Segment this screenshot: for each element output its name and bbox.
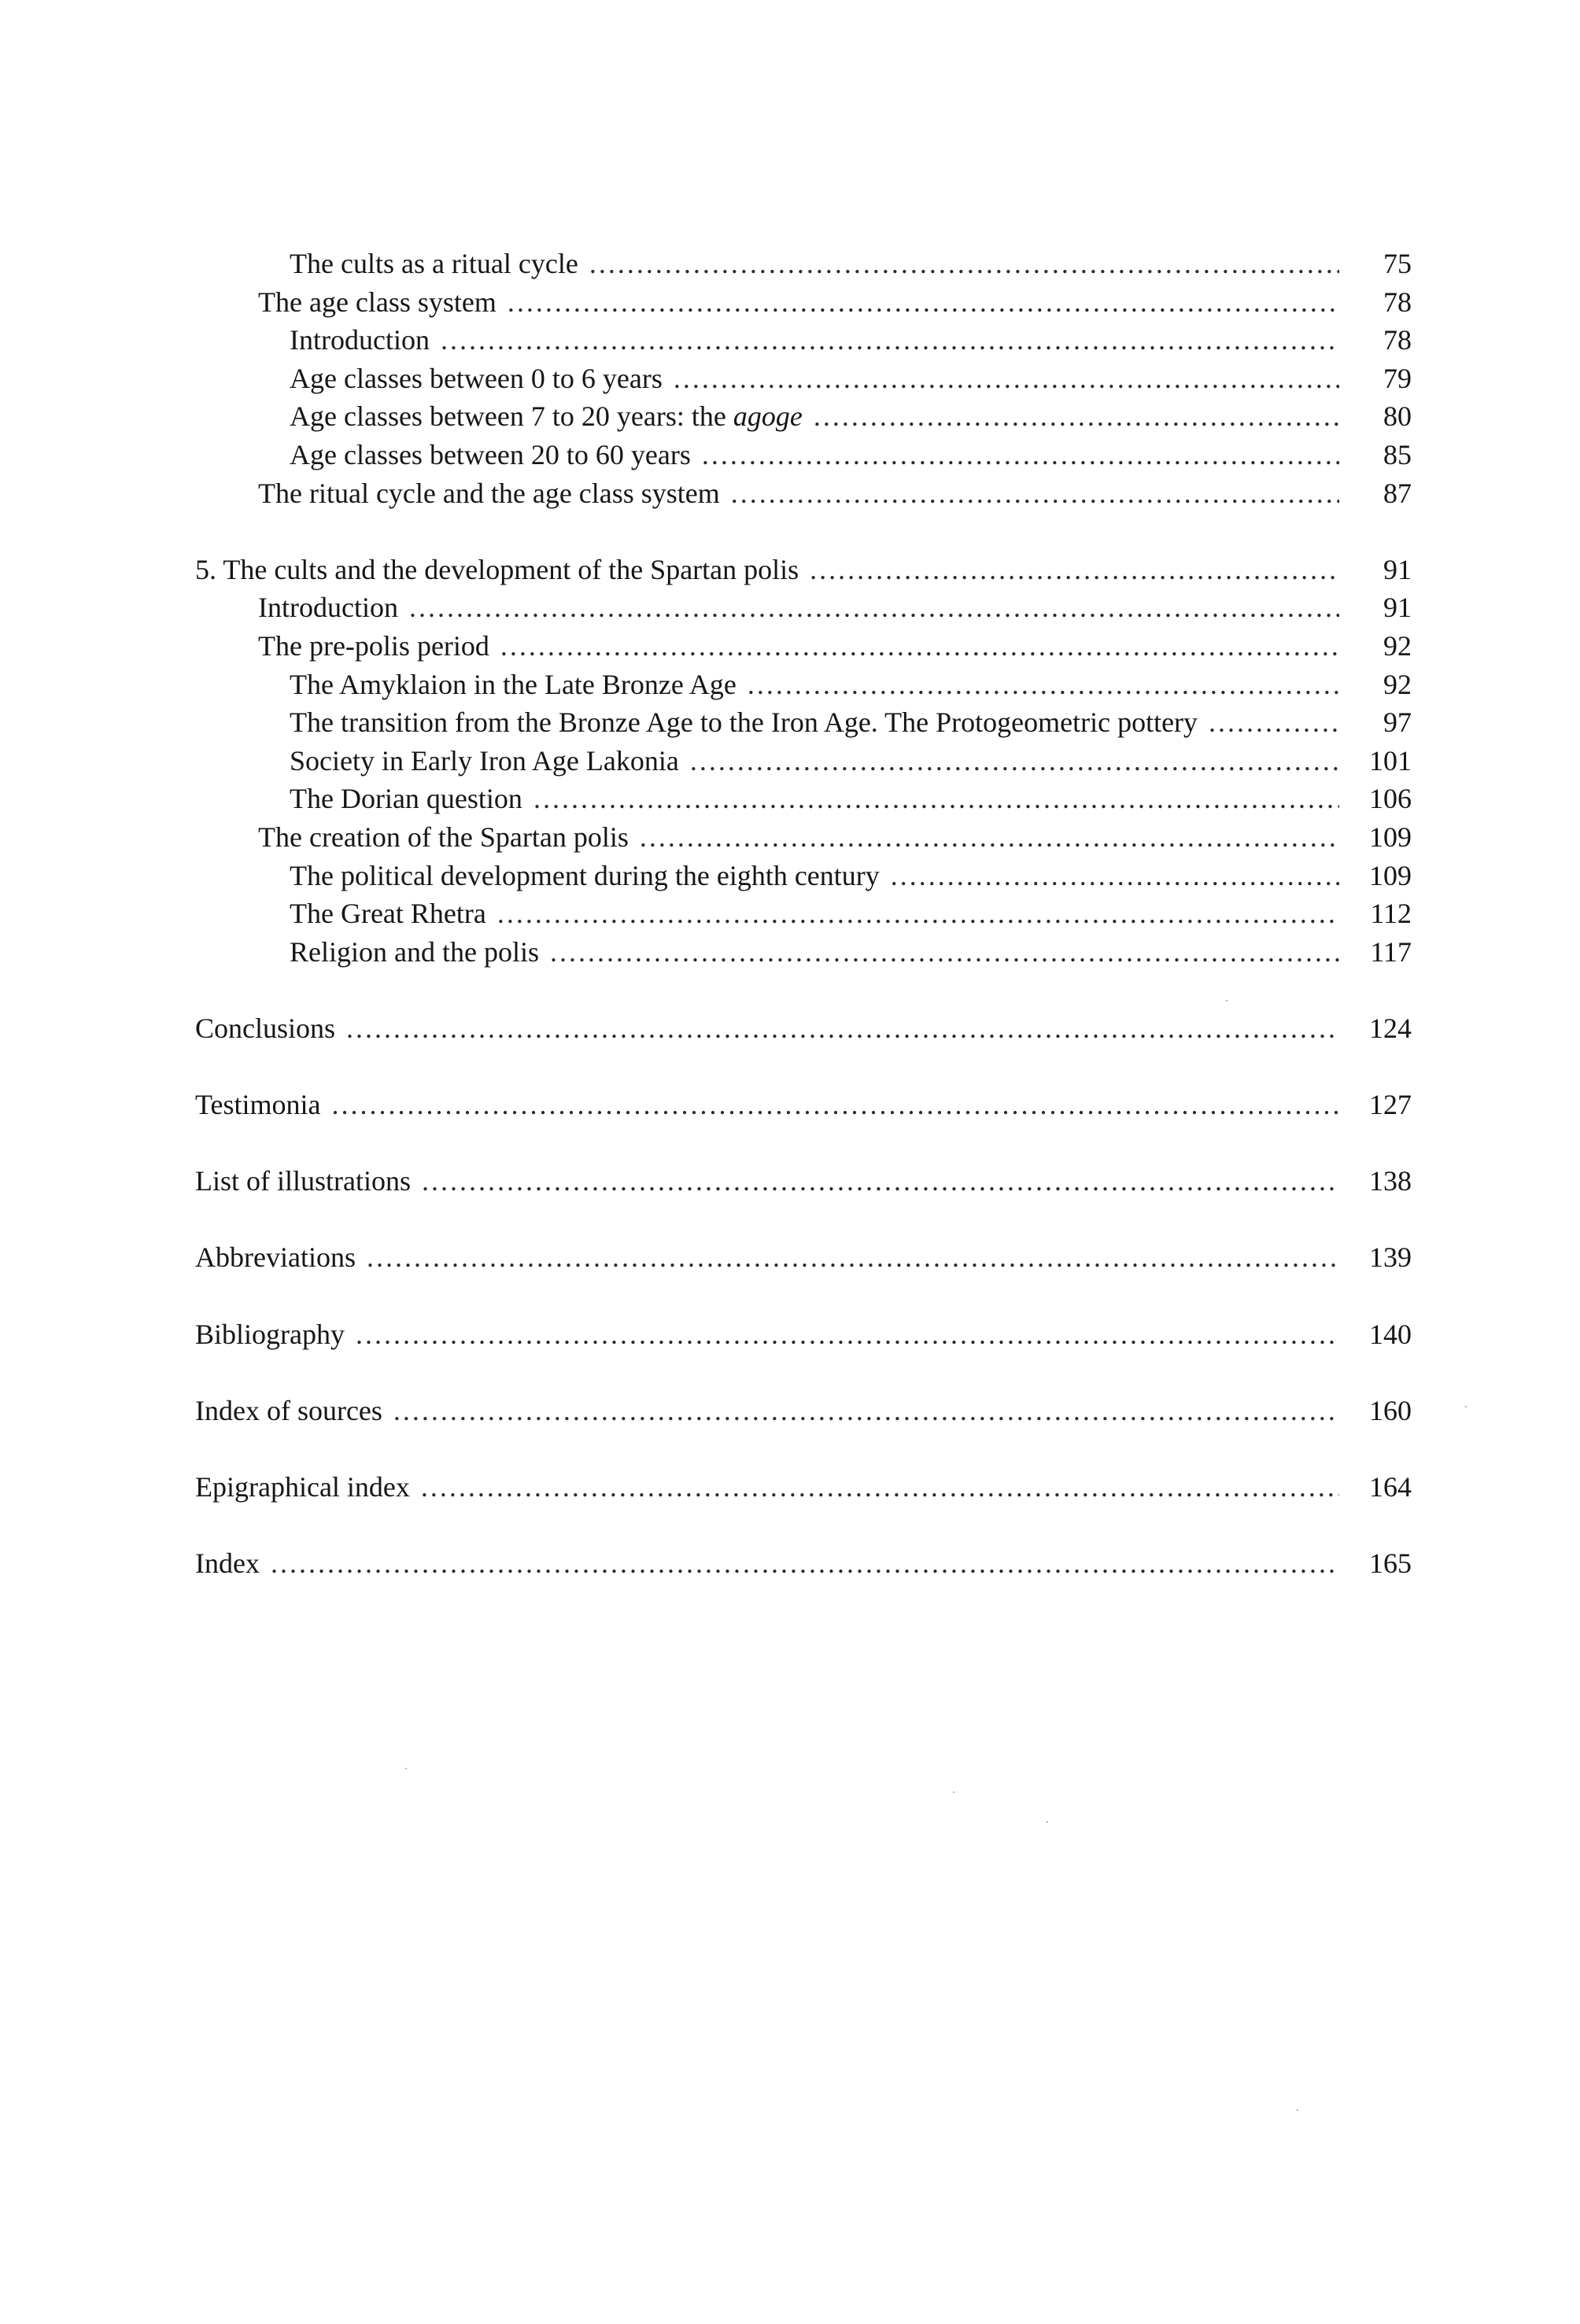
toc-entry[interactable] (195, 397, 1412, 436)
toc-entry-title: Age classes between 0 to 6 years (290, 362, 663, 394)
toc-entry[interactable] (195, 588, 1412, 627)
toc-entry-page: 106 (1369, 783, 1412, 815)
toc-section-entry[interactable] (195, 1238, 1412, 1277)
toc-entry-page: 97 (1383, 706, 1412, 739)
toc-entry-title: Index (195, 1547, 260, 1580)
toc-entry-title-roman: Age classes between 7 to 20 years: the (290, 400, 733, 433)
toc-entry-title: Abbreviations (195, 1241, 356, 1274)
toc-section-entry[interactable] (195, 1544, 1412, 1583)
toc-entry[interactable] (195, 703, 1412, 742)
toc-entry[interactable] (195, 436, 1412, 474)
toc-entry-title: Religion and the polis (290, 935, 539, 968)
toc-entry-title: Introduction (290, 324, 430, 356)
toc-entry-page: 164 (1369, 1471, 1412, 1503)
toc-entry-title: Age classes between 20 to 60 years (290, 438, 691, 470)
toc-entry-title: Index of sources (195, 1394, 382, 1426)
toc-entry[interactable] (195, 818, 1412, 857)
toc-entry-title: The Dorian question (290, 783, 522, 815)
toc-entry-page: 91 (1383, 553, 1412, 585)
toc-section-entry[interactable] (195, 1009, 1412, 1048)
toc-entry-title: The Amyklaion in the Late Bronze Age (290, 668, 736, 700)
dot-leader (731, 474, 1339, 513)
toc-entry-page: 109 (1369, 821, 1412, 853)
toc-entry-page: 92 (1383, 668, 1412, 700)
dot-leader (508, 283, 1339, 322)
toc-entry-title: Testimonia (195, 1089, 321, 1121)
dot-leader (1209, 703, 1339, 742)
toc-entry-page: 117 (1370, 935, 1412, 968)
toc-entry[interactable] (195, 666, 1412, 704)
toc-entry-page: 75 (1383, 248, 1412, 279)
toc-entry-title: Society in Early Iron Age Lakonia (290, 744, 679, 777)
toc-entry-page: 112 (1370, 898, 1412, 930)
dot-leader (690, 742, 1339, 780)
dot-leader (810, 551, 1339, 589)
toc-entry-page: 78 (1383, 286, 1412, 318)
dot-leader (550, 933, 1339, 972)
toc-entry-title: Bibliography (195, 1318, 345, 1350)
toc-entry-title: List of illustrations (195, 1165, 411, 1197)
toc-entry-page: 140 (1369, 1318, 1412, 1350)
toc-entry-title: The ritual cycle and the age class system (258, 477, 720, 509)
toc-entry-title-italic: agoge (733, 400, 803, 433)
toc-entry-page: 79 (1383, 362, 1412, 394)
toc-entry[interactable] (195, 321, 1412, 360)
toc-entry[interactable] (195, 933, 1412, 972)
dot-leader (891, 857, 1339, 895)
dot-leader (702, 436, 1339, 474)
toc-entry[interactable] (195, 895, 1412, 933)
toc-entry-title: The age class system (258, 286, 497, 318)
table-of-contents (195, 245, 1412, 1583)
toc-entry-page: 92 (1383, 629, 1412, 662)
toc-entry-page: 160 (1369, 1394, 1412, 1426)
toc-entry-title: 5. The cults and the development of the Spartan polis (195, 553, 799, 585)
dot-leader (441, 321, 1339, 360)
dot-leader (814, 397, 1339, 436)
toc-entry-page: 124 (1369, 1012, 1412, 1044)
toc-entry-page: 165 (1369, 1547, 1412, 1580)
dot-leader (589, 245, 1339, 283)
toc-section-entry[interactable] (195, 1086, 1412, 1124)
dot-leader (421, 1468, 1339, 1507)
scan-speck (1047, 1821, 1048, 1823)
scan-speck (405, 1768, 407, 1769)
dot-leader (500, 627, 1339, 666)
dot-leader (640, 818, 1339, 857)
toc-entry[interactable] (195, 283, 1412, 322)
scan-speck (1465, 1406, 1467, 1407)
toc-section-entry[interactable] (195, 1392, 1412, 1430)
dot-leader (346, 1009, 1339, 1048)
toc-entry-title: The cults as a ritual cycle (290, 248, 578, 279)
dot-leader (367, 1238, 1339, 1277)
toc-entry-page: 109 (1369, 859, 1412, 891)
toc-entry-title: The creation of the Spartan polis (258, 821, 629, 853)
dot-leader (674, 360, 1339, 398)
toc-section-entry[interactable] (195, 1162, 1412, 1201)
toc-entry-title: The pre-polis period (258, 629, 489, 662)
toc-entry-page: 101 (1369, 744, 1412, 777)
toc-entry-title: Conclusions (195, 1012, 336, 1044)
dot-leader (497, 895, 1339, 933)
toc-entry-page: 127 (1369, 1089, 1412, 1121)
toc-entry-title (290, 397, 803, 436)
dot-leader (271, 1544, 1339, 1583)
toc-entry[interactable] (195, 627, 1412, 666)
scan-speck (1226, 1000, 1227, 1002)
toc-entry-page: 138 (1369, 1165, 1412, 1197)
toc-chapter-entry[interactable] (195, 551, 1412, 589)
toc-entry[interactable] (195, 857, 1412, 895)
toc-section-entry[interactable] (195, 1468, 1412, 1507)
toc-entry[interactable] (195, 780, 1412, 818)
toc-entry-title: The political development during the eighth century (290, 859, 880, 891)
toc-entry-page: 91 (1383, 592, 1412, 624)
scan-speck (953, 1791, 954, 1793)
dot-leader (393, 1392, 1339, 1430)
toc-entry[interactable] (195, 742, 1412, 780)
dot-leader (409, 588, 1339, 627)
dot-leader (422, 1162, 1339, 1201)
toc-section-entry[interactable] (195, 1315, 1412, 1354)
toc-entry[interactable] (195, 474, 1412, 513)
toc-entry-page: 80 (1383, 400, 1412, 433)
toc-entry-page: 139 (1369, 1241, 1412, 1274)
toc-entry-page: 87 (1383, 477, 1412, 509)
toc-entry-page: 78 (1383, 324, 1412, 356)
toc-entry[interactable] (195, 360, 1412, 398)
toc-entry-title: The Great Rhetra (290, 898, 486, 930)
toc-entry-title: The transition from the Bronze Age to the Iron Age. The Protogeometric pottery (290, 706, 1198, 739)
scan-speck (1297, 2109, 1298, 2111)
toc-entry-title: Epigraphical index (195, 1471, 410, 1503)
dot-leader (331, 1086, 1339, 1124)
toc-entry-page: 85 (1383, 438, 1412, 470)
dot-leader (533, 780, 1339, 818)
dot-leader (748, 666, 1339, 704)
toc-entry[interactable] (195, 245, 1412, 283)
toc-entry-title: Introduction (258, 592, 398, 624)
dot-leader (356, 1315, 1339, 1354)
